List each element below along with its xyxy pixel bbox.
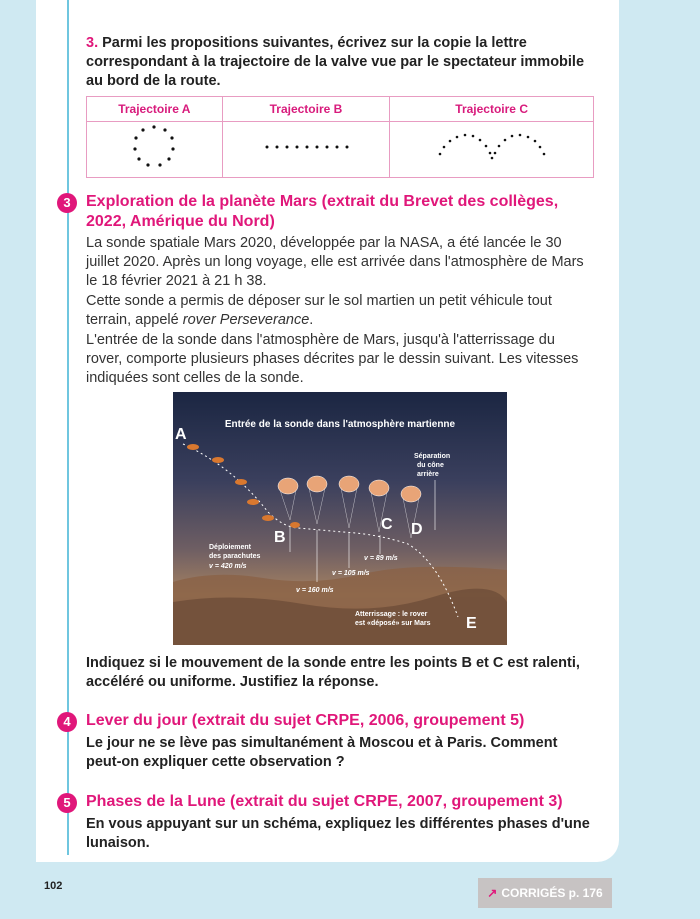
question-3-number: 3. [86,35,99,51]
figure-title: Entrée de la sonde dans l'atmosphère martienne [224,419,456,430]
paragraph-2-end: . [309,312,314,328]
point-a-label: A [175,426,187,443]
trajectory-b-drawing [222,122,390,178]
exercise-4-badge: 4 [57,712,77,732]
label-des-parachutes: des parachutes [209,553,261,560]
mars-entry-diagram [173,392,507,645]
label-arriere: arrière [417,471,439,478]
point-b-label: B [274,529,286,546]
trajectory-table [86,96,594,178]
point-e-label: E [466,615,477,632]
exercise-5-question: En vous appuyant sur un schéma, expliquez les différentes phases d'une lunaison. [86,816,590,851]
question-3 [86,34,586,91]
paragraph-2-text: Cette sonde a permis de déposer sur le sol martien un petit véhicule tout terrain, appelé [86,293,552,328]
exercise-4-title: Lever du jour (extrait du sujet CRPE, 2006, groupement 5) [86,712,525,729]
exercise-3-badge: 3 [57,193,77,213]
exercise-3-paragraph-2 [86,292,591,330]
rover-name: rover Perseverance [182,312,310,328]
label-separation: Séparation [414,453,451,460]
label-speed-89: v = 89 m/s [364,555,398,562]
label-depose: est «déposé» sur Mars [355,620,431,627]
exercise-3-paragraph-3: L'entrée de la sonde dans l'atmosphère de Mars, jusqu'à l'atterrissage du rover, comporte plusieurs phases décrites par le dessin suivant. Les vitesses indiquées sont celles de la sonde. [86,332,579,386]
question-3-text: Parmi les propositions suivantes, écrivez sur la copie la lettre correspondant à la trajectoire de la valve vue par le spectateur immobile au bord de la route. [86,35,585,89]
exercise-5-badge: 5 [57,793,77,813]
parachute-icons [278,476,421,502]
corriges-label: CORRIGÉS p. 176 [501,886,603,900]
arrow-up-right-icon: ↗ [487,886,498,900]
corriges-link[interactable] [478,878,612,908]
trajectory-a-drawing [87,122,223,178]
label-speed-160: v = 160 m/s [296,587,334,594]
mars-entry-figure [173,392,507,645]
label-du-cone: du cône [417,462,444,469]
exercise-5-title: Phases de la Lune (extrait du sujet CRPE, 2007, groupement 3) [86,793,563,810]
exercise-3-paragraph-1: La sonde spatiale Mars 2020, développée par la NASA, a été lancée le 30 juillet 2020. Après un long voyage, elle est arrivée dans l'atmosphère de Mars le 18 février 2021 à 21 h 38. [86,235,584,289]
straight-trajectory-dots [261,137,351,157]
cycloid-trajectory-dots [437,132,547,162]
trajectory-c-header: Trajectoire C [390,97,594,122]
label-deploiement: Déploiement [209,544,252,551]
page-number: 102 [44,880,63,892]
label-speed-420: v = 420 m/s [209,563,247,570]
trajectory-b-header: Trajectoire B [222,97,390,122]
trajectory-c-drawing [390,122,594,178]
circular-trajectory-dots [124,123,184,171]
label-speed-105: v = 105 m/s [332,570,370,577]
exercise-3-question: Indiquez si le mouvement de la sonde entre les points B et C est ralenti, accéléré ou uniforme. Justifiez la réponse. [86,655,580,690]
label-atterrissage: Atterrissage : le rover [355,611,428,618]
point-c-label: C [381,516,393,533]
exercise-3-title: Exploration de la planète Mars (extrait du Brevet des collèges, 2022, Amérique du Nord) [86,193,559,230]
point-d-label: D [411,521,423,538]
trajectory-a-header: Trajectoire A [87,97,223,122]
exercise-4-question: Le jour ne se lève pas simultanément à Moscou et à Paris. Comment peut-on expliquer cette observation ? [86,735,558,770]
